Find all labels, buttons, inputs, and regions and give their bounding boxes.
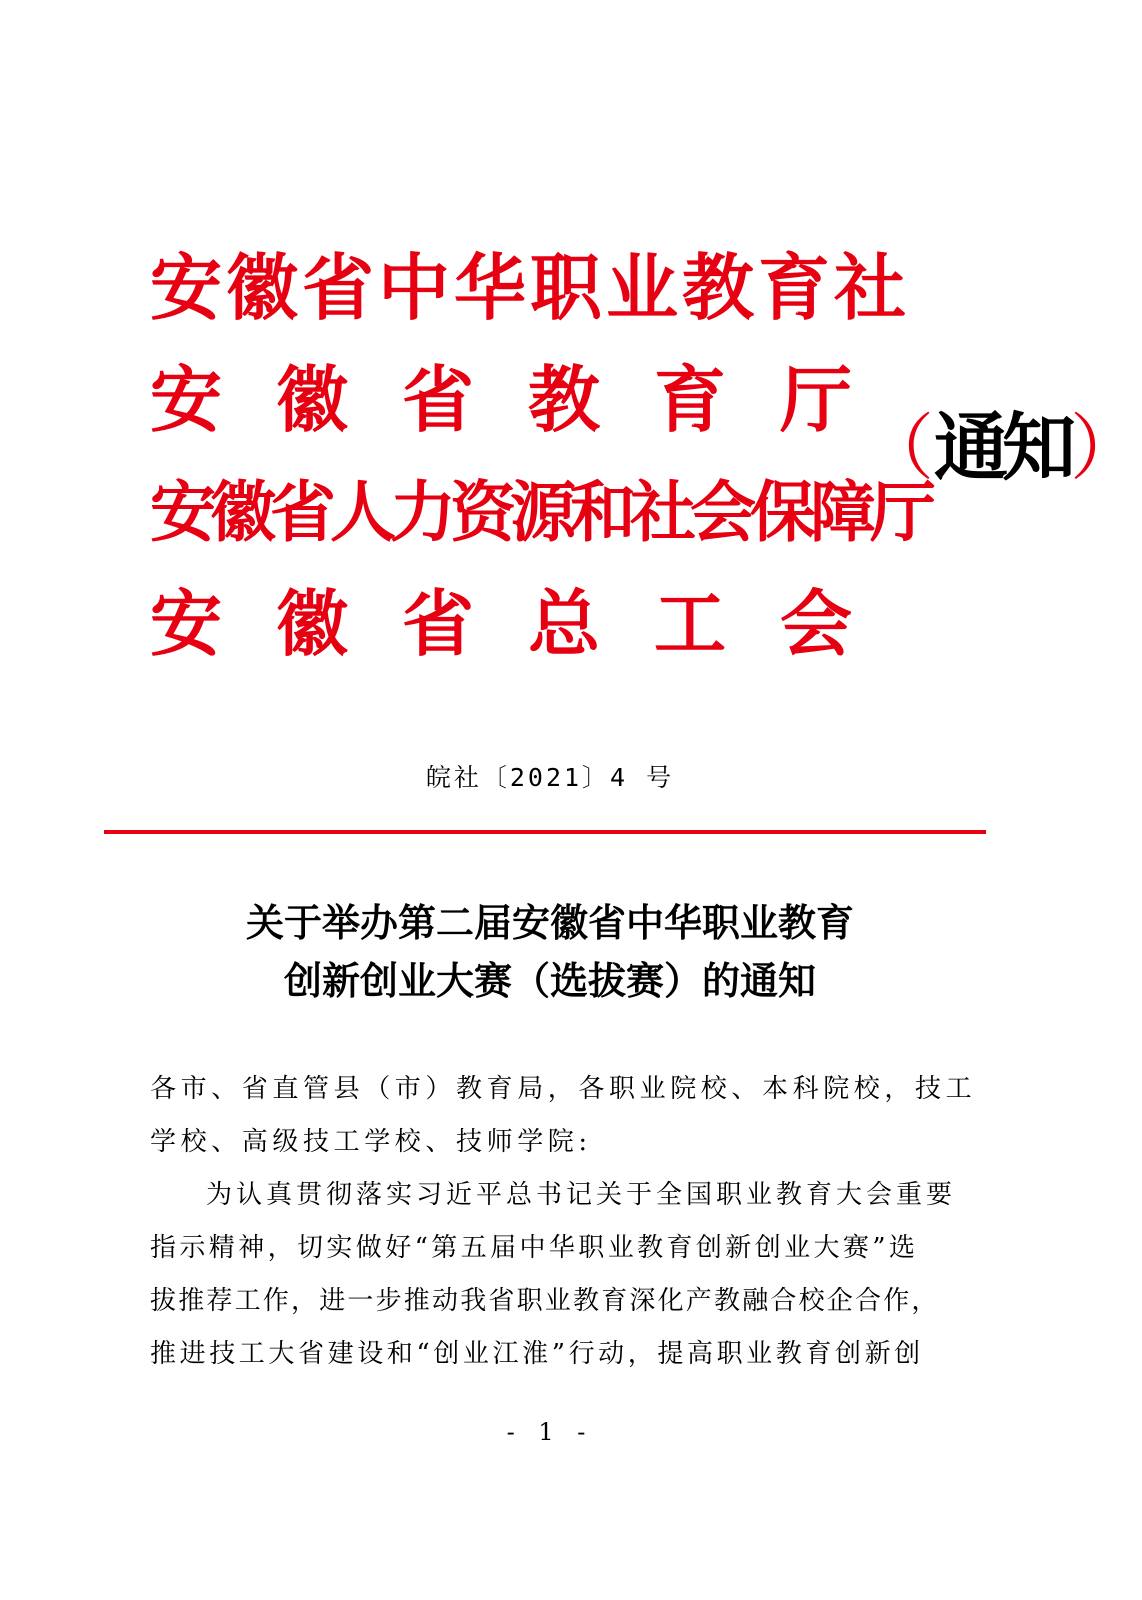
paragraph-line-3: 拔推荐工作，进一步推动我省职业教育深化产教融合校企合作， xyxy=(150,1286,940,1316)
red-separator-line xyxy=(104,830,986,834)
paragraph-line-1: 为认真贯彻落实习近平总书记关于全国职业教育大会重要 xyxy=(206,1180,957,1210)
issuer-1: 安徽省中华职业教育社 xyxy=(150,245,911,330)
paragraph-line-4: 推进技工大省建设和“创业江淮”行动，提高职业教育创新创 xyxy=(150,1339,924,1369)
issuer-masthead xyxy=(150,238,930,668)
issuer-2: 安徽省教育厅 xyxy=(150,357,907,442)
notice-word: 通知 xyxy=(934,405,1071,491)
notice-open-paren: （ xyxy=(862,406,935,490)
notice-type-mark xyxy=(862,398,1142,498)
notice-close-paren: ） xyxy=(1070,406,1142,490)
page-number: - 1 - xyxy=(506,1418,594,1446)
document-title-line-2: 创新创业大赛（选拔赛）的通知 xyxy=(283,958,816,1003)
recipients-line-2: 学校、高级技工学校、技师学院: xyxy=(150,1127,592,1157)
recipients-line-1: 各市、省直管县（市）教育局，各职业院校、本科院校，技工 xyxy=(150,1074,977,1104)
issuer-3: 安徽省人力资源和社会保障厅 xyxy=(150,473,930,551)
paragraph-line-2: 指示精神，切实做好“第五届中华职业教育创新创业大赛”选 xyxy=(150,1233,919,1263)
document-number: 皖社〔2021〕4 号 xyxy=(425,763,675,792)
issuer-4: 安徽省总工会 xyxy=(150,581,907,666)
document-title-line-1: 关于举办第二届安徽省中华职业教育 xyxy=(245,900,854,945)
